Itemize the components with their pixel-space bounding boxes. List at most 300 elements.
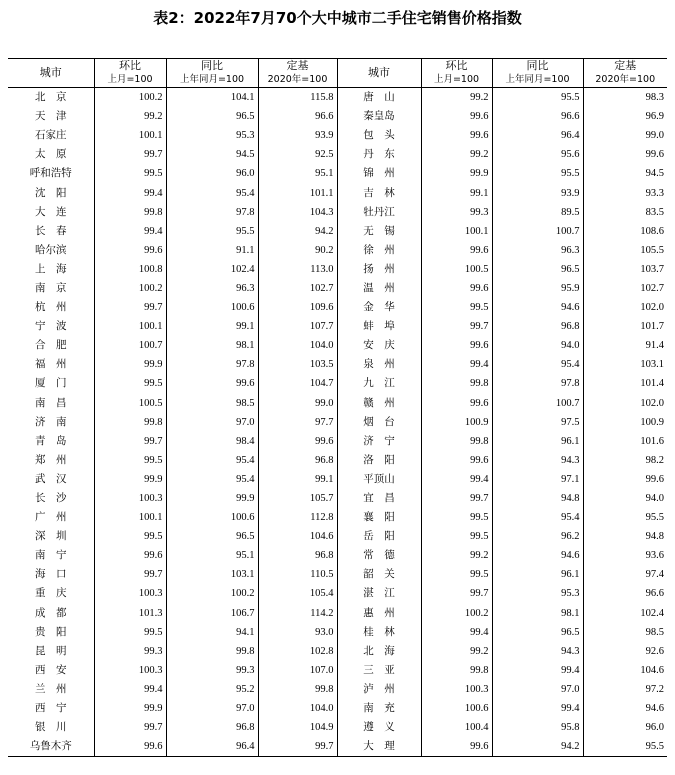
table-row [8, 260, 667, 279]
yoy-cell: 95.3 [492, 584, 583, 603]
mom-cell: 99.4 [421, 355, 492, 374]
city-cell: 长 春 [35, 224, 67, 237]
yoy-cell: 94.8 [492, 489, 583, 508]
fixed-cell: 97.4 [583, 565, 667, 584]
fixed-cell: 102.0 [583, 298, 667, 317]
mom-cell: 99.7 [421, 317, 492, 336]
yoy-cell: 94.0 [492, 336, 583, 355]
mom-cell: 99.7 [94, 565, 166, 584]
yoy-cell: 91.1 [166, 241, 258, 260]
city-cell: 秦皇岛 [337, 107, 421, 126]
city-cell: 成 都 [35, 606, 67, 619]
fixed-cell: 96.6 [583, 584, 667, 603]
city-cell: 泸 州 [337, 680, 421, 699]
mom-cell: 99.6 [421, 241, 492, 260]
yoy-cell: 96.4 [492, 126, 583, 145]
mom-cell: 99.9 [421, 164, 492, 183]
fixed-cell: 112.8 [258, 508, 337, 527]
fixed-cell: 101.1 [258, 183, 337, 202]
city-cell: 重 庆 [35, 587, 67, 600]
mom-cell: 99.6 [421, 737, 492, 757]
yoy-cell: 95.4 [166, 183, 258, 202]
city-cell: 包 头 [337, 126, 421, 145]
mom-cell: 100.3 [94, 584, 166, 603]
fixed-cell: 96.8 [258, 546, 337, 565]
fixed-cell: 92.6 [583, 642, 667, 661]
yoy-cell: 95.4 [492, 508, 583, 527]
fixed-cell: 96.6 [258, 107, 337, 126]
yoy-cell: 96.0 [166, 164, 258, 183]
city-cell: 三 亚 [337, 661, 421, 680]
mom-cell: 99.3 [94, 642, 166, 661]
yoy-cell: 89.5 [492, 203, 583, 222]
city-cell: 平顶山 [337, 470, 421, 489]
yoy-cell: 95.1 [166, 546, 258, 565]
mom-cell: 99.9 [94, 470, 166, 489]
yoy-cell: 94.6 [492, 546, 583, 565]
table-body [8, 88, 667, 757]
yoy-cell: 106.7 [166, 604, 258, 623]
fixed-cell: 104.0 [258, 699, 337, 718]
table-row [8, 642, 667, 661]
table-row [8, 183, 667, 202]
mom-cell: 99.4 [94, 680, 166, 699]
yoy-cell: 96.5 [166, 107, 258, 126]
city-cell: 济 宁 [337, 432, 421, 451]
table-row [8, 565, 667, 584]
city-cell: 吉 林 [337, 183, 421, 202]
mom-cell: 99.4 [94, 222, 166, 241]
fixed-cell: 104.9 [258, 718, 337, 737]
table-row [8, 222, 667, 241]
fixed-cell: 92.5 [258, 145, 337, 164]
city-cell: 锦 州 [337, 164, 421, 183]
mom-cell: 100.2 [421, 604, 492, 623]
mom-cell: 99.2 [421, 546, 492, 565]
yoy-cell: 95.4 [166, 451, 258, 470]
table-row [8, 470, 667, 489]
mom-base-header: 上月=100 [94, 73, 166, 88]
city-cell: 遵 义 [337, 718, 421, 737]
yoy-cell: 96.4 [166, 737, 258, 757]
yoy-cell: 96.3 [166, 279, 258, 298]
yoy-cell: 95.4 [166, 470, 258, 489]
yoy-cell: 100.6 [166, 508, 258, 527]
table-row [8, 317, 667, 336]
city-cell: 大 连 [35, 205, 67, 218]
yoy-cell: 99.3 [166, 661, 258, 680]
mom-cell: 99.6 [421, 336, 492, 355]
fixed-base-header: 2020年=100 [258, 73, 337, 88]
fixed-cell: 105.5 [583, 241, 667, 260]
mom-cell: 100.6 [421, 699, 492, 718]
city-cell: 无 锡 [337, 222, 421, 241]
table-row [8, 126, 667, 145]
city-cell: 金 华 [337, 298, 421, 317]
table-row [8, 546, 667, 565]
city-cell: 襄 阳 [337, 508, 421, 527]
yoy-cell: 99.6 [166, 374, 258, 393]
mom-cell: 99.5 [421, 298, 492, 317]
city-cell: 西 宁 [35, 702, 67, 715]
yoy-cell: 97.8 [166, 203, 258, 222]
city-cell: 石家庄 [35, 129, 67, 142]
table-row [8, 298, 667, 317]
fixed-cell: 97.2 [583, 680, 667, 699]
yoy-cell: 98.1 [492, 604, 583, 623]
mom-cell: 100.3 [94, 489, 166, 508]
city-cell: 烟 台 [337, 413, 421, 432]
fixed-cell: 95.5 [583, 508, 667, 527]
mom-base-header: 上月=100 [421, 73, 492, 88]
yoy-cell: 96.1 [492, 565, 583, 584]
fixed-base-header: 2020年=100 [583, 73, 667, 88]
fixed-cell: 94.0 [583, 489, 667, 508]
yoy-cell: 94.6 [492, 298, 583, 317]
city-cell: 湛 江 [337, 584, 421, 603]
fixed-cell: 104.7 [258, 374, 337, 393]
table-row [8, 145, 667, 164]
mom-cell: 99.7 [94, 298, 166, 317]
city-cell: 南 京 [35, 281, 67, 294]
yoy-cell: 96.8 [166, 718, 258, 737]
mom-cell: 99.6 [421, 279, 492, 298]
city-cell: 哈尔滨 [35, 243, 67, 256]
city-cell: 武 汉 [35, 472, 67, 485]
fixed-cell: 105.7 [258, 489, 337, 508]
yoy-cell: 97.8 [166, 355, 258, 374]
mom-cell: 99.4 [421, 470, 492, 489]
fixed-cell: 109.6 [258, 298, 337, 317]
mom-header: 环比 [94, 59, 166, 74]
table-row [8, 241, 667, 260]
fixed-cell: 94.5 [583, 164, 667, 183]
mom-cell: 99.8 [421, 661, 492, 680]
city-cell: 太 原 [35, 148, 67, 161]
mom-cell: 99.5 [94, 527, 166, 546]
fixed-cell: 104.3 [258, 203, 337, 222]
table-row [8, 336, 667, 355]
city-cell: 唐 山 [337, 88, 421, 108]
mom-cell: 99.6 [94, 546, 166, 565]
mom-cell: 99.9 [94, 355, 166, 374]
table-row [8, 718, 667, 737]
city-cell: 杭 州 [35, 301, 67, 314]
fixed-cell: 91.4 [583, 336, 667, 355]
fixed-cell: 98.2 [583, 451, 667, 470]
city-cell: 乌鲁木齐 [29, 740, 72, 753]
yoy-cell: 98.5 [166, 394, 258, 413]
fixed-cell: 93.0 [258, 623, 337, 642]
mom-cell: 100.1 [94, 508, 166, 527]
city-cell: 广 州 [35, 511, 67, 524]
fixed-header: 定基 [258, 59, 337, 74]
mom-cell: 99.2 [421, 88, 492, 108]
city-cell: 北 京 [35, 91, 67, 104]
city-cell: 洛 阳 [337, 451, 421, 470]
yoy-cell: 96.2 [492, 527, 583, 546]
mom-cell: 100.5 [421, 260, 492, 279]
yoy-cell: 95.2 [166, 680, 258, 699]
city-cell: 南 宁 [35, 549, 67, 562]
fixed-cell: 99.6 [583, 470, 667, 489]
fixed-cell: 101.4 [583, 374, 667, 393]
city-cell: 赣 州 [337, 394, 421, 413]
fixed-header: 定基 [583, 59, 667, 74]
mom-cell: 100.1 [94, 317, 166, 336]
mom-cell: 99.6 [94, 737, 166, 757]
fixed-cell: 99.7 [258, 737, 337, 757]
yoy-header: 同比 [166, 59, 258, 74]
fixed-cell: 103.5 [258, 355, 337, 374]
yoy-cell: 96.8 [492, 317, 583, 336]
city-cell: 岳 阳 [337, 527, 421, 546]
city-header: 城市 [39, 66, 62, 79]
city-cell: 徐 州 [337, 241, 421, 260]
mom-cell: 100.3 [94, 661, 166, 680]
yoy-cell: 97.0 [166, 699, 258, 718]
city-cell: 郑 州 [35, 453, 67, 466]
yoy-cell: 96.5 [166, 527, 258, 546]
fixed-cell: 104.6 [258, 527, 337, 546]
mom-cell: 99.1 [421, 183, 492, 202]
mom-cell: 100.7 [94, 336, 166, 355]
city-cell: 银 川 [35, 721, 67, 734]
yoy-cell: 97.0 [166, 413, 258, 432]
city-cell: 温 州 [337, 279, 421, 298]
table-title: 表2：2022年7月70个大中城市二手住宅销售价格指数 [153, 9, 522, 27]
mom-cell: 99.4 [94, 183, 166, 202]
fixed-cell: 113.0 [258, 260, 337, 279]
yoy-cell: 94.2 [492, 737, 583, 757]
fixed-cell: 108.6 [583, 222, 667, 241]
yoy-cell: 102.4 [166, 260, 258, 279]
fixed-cell: 102.7 [583, 279, 667, 298]
mom-cell: 99.7 [94, 145, 166, 164]
mom-cell: 100.2 [94, 279, 166, 298]
city-cell: 蚌 埠 [337, 317, 421, 336]
table-row [8, 623, 667, 642]
yoy-cell: 100.6 [166, 298, 258, 317]
city-cell: 呼和浩特 [29, 167, 72, 180]
mom-cell: 99.7 [94, 432, 166, 451]
city-cell: 宜 昌 [337, 489, 421, 508]
fixed-cell: 94.2 [258, 222, 337, 241]
mom-cell: 99.6 [421, 107, 492, 126]
city-cell: 牡丹江 [337, 203, 421, 222]
yoy-cell: 96.1 [492, 432, 583, 451]
yoy-cell: 94.3 [492, 642, 583, 661]
yoy-cell: 96.5 [492, 260, 583, 279]
mom-cell: 99.2 [421, 145, 492, 164]
table-row [8, 355, 667, 374]
fixed-cell: 97.7 [258, 413, 337, 432]
yoy-cell: 99.9 [166, 489, 258, 508]
mom-cell: 99.8 [421, 432, 492, 451]
city-cell: 大 理 [337, 737, 421, 757]
fixed-cell: 90.2 [258, 241, 337, 260]
city-cell: 常 德 [337, 546, 421, 565]
table-row [8, 394, 667, 413]
yoy-cell: 99.1 [166, 317, 258, 336]
fixed-cell: 115.8 [258, 88, 337, 108]
fixed-cell: 98.5 [583, 623, 667, 642]
mom-cell: 99.8 [94, 413, 166, 432]
city-cell: 天 津 [35, 110, 67, 123]
mom-cell: 101.3 [94, 604, 166, 623]
mom-cell: 99.6 [421, 451, 492, 470]
mom-cell: 100.8 [94, 260, 166, 279]
table-row [8, 661, 667, 680]
mom-cell: 99.4 [421, 623, 492, 642]
fixed-cell: 96.9 [583, 107, 667, 126]
yoy-cell: 103.1 [166, 565, 258, 584]
fixed-cell: 103.7 [583, 260, 667, 279]
city-cell: 西 安 [35, 663, 67, 676]
table-row [8, 699, 667, 718]
fixed-cell: 101.7 [583, 317, 667, 336]
fixed-cell: 104.6 [583, 661, 667, 680]
table-row [8, 508, 667, 527]
mom-cell: 100.1 [94, 126, 166, 145]
city-cell: 厦 门 [35, 377, 67, 390]
table-row [8, 203, 667, 222]
fixed-cell: 96.0 [583, 718, 667, 737]
yoy-cell: 94.3 [492, 451, 583, 470]
city-cell: 扬 州 [337, 260, 421, 279]
yoy-cell: 100.7 [492, 394, 583, 413]
yoy-header: 同比 [492, 59, 583, 74]
yoy-cell: 98.4 [166, 432, 258, 451]
yoy-cell: 97.0 [492, 680, 583, 699]
yoy-cell: 99.4 [492, 661, 583, 680]
table-row [8, 489, 667, 508]
fixed-cell: 99.6 [583, 145, 667, 164]
yoy-cell: 95.6 [492, 145, 583, 164]
fixed-cell: 95.1 [258, 164, 337, 183]
fixed-cell: 93.3 [583, 183, 667, 202]
fixed-cell: 102.8 [258, 642, 337, 661]
mom-cell: 99.5 [94, 451, 166, 470]
yoy-cell: 95.4 [492, 355, 583, 374]
fixed-cell: 83.5 [583, 203, 667, 222]
yoy-cell: 99.8 [166, 642, 258, 661]
fixed-cell: 114.2 [258, 604, 337, 623]
mom-cell: 99.6 [421, 394, 492, 413]
city-cell: 合 肥 [35, 339, 67, 352]
yoy-cell: 95.5 [166, 222, 258, 241]
mom-cell: 99.5 [421, 508, 492, 527]
mom-cell: 99.6 [421, 126, 492, 145]
table-row [8, 413, 667, 432]
fixed-cell: 104.0 [258, 336, 337, 355]
fixed-cell: 94.8 [583, 527, 667, 546]
mom-cell: 99.7 [94, 718, 166, 737]
city-cell: 泉 州 [337, 355, 421, 374]
city-cell: 南 昌 [35, 396, 67, 409]
fixed-cell: 100.9 [583, 413, 667, 432]
yoy-cell: 97.1 [492, 470, 583, 489]
city-cell: 安 庆 [337, 336, 421, 355]
table-row [8, 107, 667, 126]
table-row [8, 604, 667, 623]
city-header: 城市 [337, 59, 421, 88]
city-cell: 上 海 [35, 262, 67, 275]
fixed-cell: 102.7 [258, 279, 337, 298]
header-row-1 [8, 59, 667, 74]
yoy-cell: 94.5 [166, 145, 258, 164]
mom-cell: 99.3 [421, 203, 492, 222]
table-row [8, 432, 667, 451]
city-cell: 沈 阳 [35, 186, 67, 199]
city-cell: 海 口 [35, 568, 67, 581]
yoy-cell: 95.3 [166, 126, 258, 145]
fixed-cell: 95.5 [583, 737, 667, 757]
mom-cell: 99.2 [421, 642, 492, 661]
city-cell: 深 圳 [35, 530, 67, 543]
city-cell: 昆 明 [35, 644, 67, 657]
city-cell: 南 充 [337, 699, 421, 718]
city-cell: 韶 关 [337, 565, 421, 584]
yoy-base-header: 上年同月=100 [166, 73, 258, 88]
mom-header: 环比 [421, 59, 492, 74]
city-cell: 桂 林 [337, 623, 421, 642]
yoy-cell: 97.5 [492, 413, 583, 432]
mom-cell: 99.9 [94, 699, 166, 718]
yoy-cell: 96.5 [492, 623, 583, 642]
mom-cell: 99.8 [421, 374, 492, 393]
yoy-cell: 95.5 [492, 164, 583, 183]
mom-cell: 100.5 [94, 394, 166, 413]
price-index-table [8, 58, 667, 757]
yoy-cell: 95.9 [492, 279, 583, 298]
mom-cell: 100.9 [421, 413, 492, 432]
yoy-cell: 95.5 [492, 88, 583, 108]
fixed-cell: 99.8 [258, 680, 337, 699]
fixed-cell: 99.6 [258, 432, 337, 451]
fixed-cell: 105.4 [258, 584, 337, 603]
table-row [8, 737, 667, 757]
mom-cell: 99.5 [94, 374, 166, 393]
table-row [8, 584, 667, 603]
table-row [8, 527, 667, 546]
yoy-base-header: 上年同月=100 [492, 73, 583, 88]
city-cell: 宁 波 [35, 320, 67, 333]
mom-cell: 99.6 [94, 241, 166, 260]
mom-cell: 100.2 [94, 88, 166, 108]
city-cell: 丹 东 [337, 145, 421, 164]
fixed-cell: 96.8 [258, 451, 337, 470]
fixed-cell: 110.5 [258, 565, 337, 584]
mom-cell: 99.2 [94, 107, 166, 126]
city-cell: 长 沙 [35, 492, 67, 505]
yoy-cell: 94.1 [166, 623, 258, 642]
mom-cell: 99.5 [421, 565, 492, 584]
fixed-cell: 103.1 [583, 355, 667, 374]
city-cell: 贵 阳 [35, 625, 67, 638]
table-row [8, 88, 667, 108]
fixed-cell: 107.7 [258, 317, 337, 336]
yoy-cell: 98.1 [166, 336, 258, 355]
yoy-cell: 96.3 [492, 241, 583, 260]
yoy-cell: 104.1 [166, 88, 258, 108]
city-cell: 九 江 [337, 374, 421, 393]
city-cell: 惠 州 [337, 604, 421, 623]
fixed-cell: 102.0 [583, 394, 667, 413]
fixed-cell: 101.6 [583, 432, 667, 451]
city-cell: 济 南 [35, 415, 67, 428]
yoy-cell: 99.4 [492, 699, 583, 718]
